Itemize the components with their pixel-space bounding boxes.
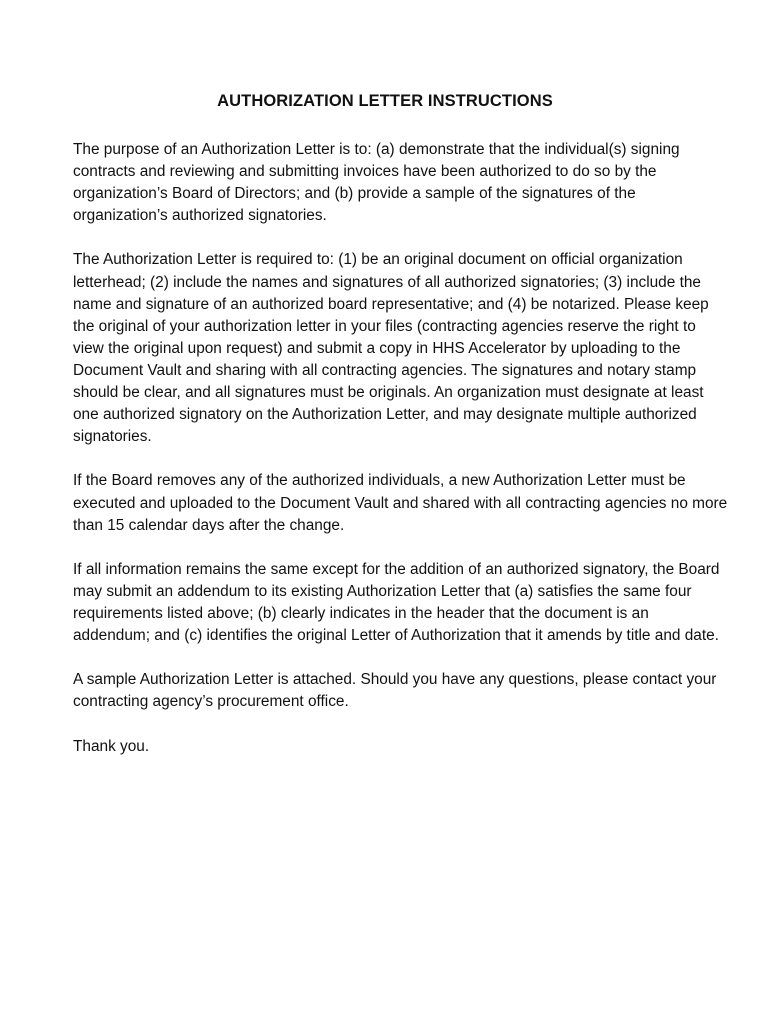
paragraph-sample-contact: A sample Authorization Letter is attached. Should you have any questions, please contact your contracting agency’s procurement office. [73, 671, 717, 711]
document-body [73, 139, 729, 780]
paragraph-closing: Thank you. [73, 737, 150, 755]
page-title: AUTHORIZATION LETTER INSTRUCTIONS [217, 92, 553, 110]
paragraph-requirements: The Authorization Letter is required to: (1) be an original document on official organization letterhead; (2) include the names and signatures of all authorized signatories; (3) include the name and signature of an authorized board representative; and (4) be notarized. Please keep the original of your authorization letter in your files (contracting agencies reserve the right to view the original upon request) and submit a copy in HHS Accelerator by uploading to the Document Vault and sharing with all contracting agencies. The signatures and notary stamp should be clear, and all signatures must be originals. An organization must designate at least one authorized signatory on the Authorization Letter, and may designate multiple authorized signatories. [73, 251, 709, 446]
paragraph-addendum: If all information remains the same except for the addition of an authorized signatory, the Board may submit an addendum to its existing Authorization Letter that (a) satisfies the same four requirements listed above; (b) clearly indicates in the header that the document is an addendum; and (c) identifies the original Letter of Authorization that it amends by title and date. [73, 560, 720, 645]
paragraph-board-removal: If the Board removes any of the authorized individuals, a new Authorization Letter must be executed and uploaded to the Document Vault and shared with all contracting agencies no more than 15 calendar days after the change. [73, 472, 728, 534]
paragraph-purpose: The purpose of an Authorization Letter is to: (a) demonstrate that the individual(s) signing contracts and reviewing and submitting invoices have been authorized to do so by the organization’s Board of Directors; and (b) provide a sample of the signatures of the organization’s authorized signatories. [73, 141, 680, 225]
